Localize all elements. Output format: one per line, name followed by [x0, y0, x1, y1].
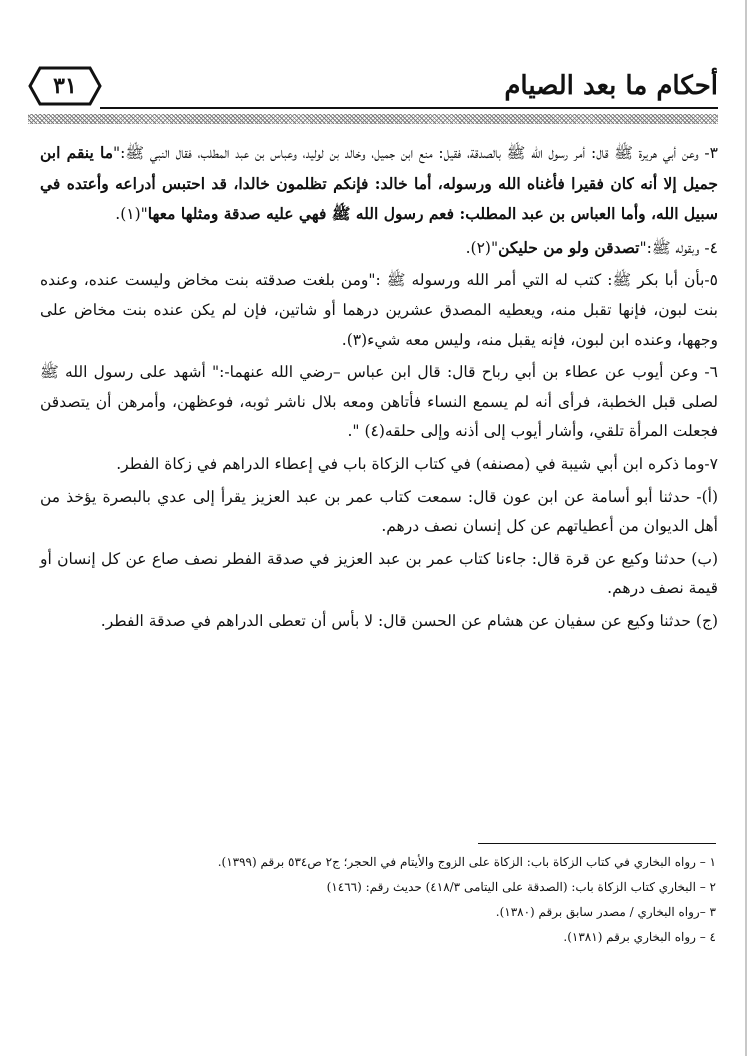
paragraph-7b: (ب) حدثنا وكيع عن قرة قال: جاءنا كتاب عمر بن عبد العزيز في صدقة الفطر نصف صاع عن كل إنسان أو قيمة نصف درهم.	[40, 549, 718, 598]
paragraph-7: ٧-وما ذكره ابن أبي شيبة في (مصنفه) في كتاب الزكاة باب في إعطاء الدراهم في زكاة الفطر.	[116, 454, 718, 473]
page-number: ٣١	[53, 73, 77, 99]
paragraph-4-tail: "(٢).	[465, 238, 499, 257]
footnote-4: ٤ – رواه البخاري برقم (١٣٨١).	[563, 930, 716, 944]
scan-edge	[745, 0, 747, 1056]
footnote-3: ٣ –رواه البخاري / مصدر سابق برقم (١٣٨٠).	[495, 905, 716, 919]
page-header	[28, 66, 718, 110]
footnote-1: ١ – رواه البخاري في كتاب الزكاة باب: الزكاة على الزوج والأيتام في الحجر؛ ج٢ ص٥٣٤ برقم (١٣٩٩).	[217, 855, 716, 869]
paragraph-3-quote: ما ينقم ابن جميل إلا أنه كان فقيرا فأغناه الله ورسوله، أما خالد: فإنكم تظلمون خالدا، قد احتبس أدراعه وأعتده في سبيل الله، وأما العباس بن عبد المطلب: فعم رسول الله ﷺ فهي عليه صدقة ومثلها معها	[40, 143, 718, 224]
paragraph-7c: (ج) حدثنا وكيع عن سفيان عن هشام عن الحسن قال: لا بأس أن تعطى الدراهم في صدقة الفطر.	[100, 611, 718, 630]
paragraph-7a: (أ)- حدثنا أبو أسامة عن ابن عون قال: سمعت كتاب عمر بن عبد العزيز يقرأ إلى عدي بالبصرة يؤخذ من أهل الديوان من أعطياتهم عن كل إنسان نصف درهم.	[40, 487, 718, 536]
paragraph-6: ٦- وعن أيوب عن عطاء بن أبي رباح قال: قال ابن عباس –رضي الله عنهما-:" أشهد على رسول الله ﷺ لصلى قبل الخطبة، فرأى أنه لم يسمع النساء فأتاهن ومعه بلال ناشر ثوبه، فوعظهن، وأمرهن أن يتصدقن فجعلت المرأة تلقي، وأشار أيوب إلى أذنه وإلى حلقه(٤) ".	[40, 363, 718, 441]
paragraph-3	[40, 138, 718, 230]
book-title: أحكام ما بعد الصيام	[504, 71, 718, 101]
main-text	[40, 138, 718, 640]
paragraph-4-lead: ٤- وبقوله ﷺ:"	[639, 238, 718, 257]
paragraph-4-quote: تصدقن ولو من حليكن	[498, 237, 640, 257]
header-rule	[100, 107, 718, 109]
decorative-band	[28, 114, 718, 124]
paragraph-3-tail: "(١).	[115, 205, 148, 224]
paragraph-5: ٥-بأن أبا بكر ﷺ: كتب له التي أمر الله ورسوله ﷺ :"ومن بلغت صدقته بنت مخاض وليست عنده، وعنده بنت لبون، فإنها تقبل منه، ويعطيه المصدق عشرين درهما أو شاتين، فإن لم يكن عنده بنت مخاض على وجهها، وعنده ابن لبون، فإنه يقبل منه، وليس معه شيء(٣).	[40, 271, 718, 349]
paragraph-3-lead: ٣- وعن أبي هريرة ﷺ قال: أمر رسول الله ﷺ بالصدقة، فقيل: منع ابن جميل، وخالد بن لوليد، وعباس بن عبد المطلب، فقال النبي ﷺ:"	[113, 144, 718, 162]
footnotes	[80, 850, 716, 950]
footnote-2: ٢ – البخاري كتاب الزكاة باب: (الصدقة على اليتامى ٤١٨/٣) حديث رقم: (١٤٦٦)	[326, 880, 716, 894]
paragraph-4	[40, 233, 718, 264]
page-number-badge	[28, 66, 102, 106]
footnote-separator	[478, 843, 716, 844]
